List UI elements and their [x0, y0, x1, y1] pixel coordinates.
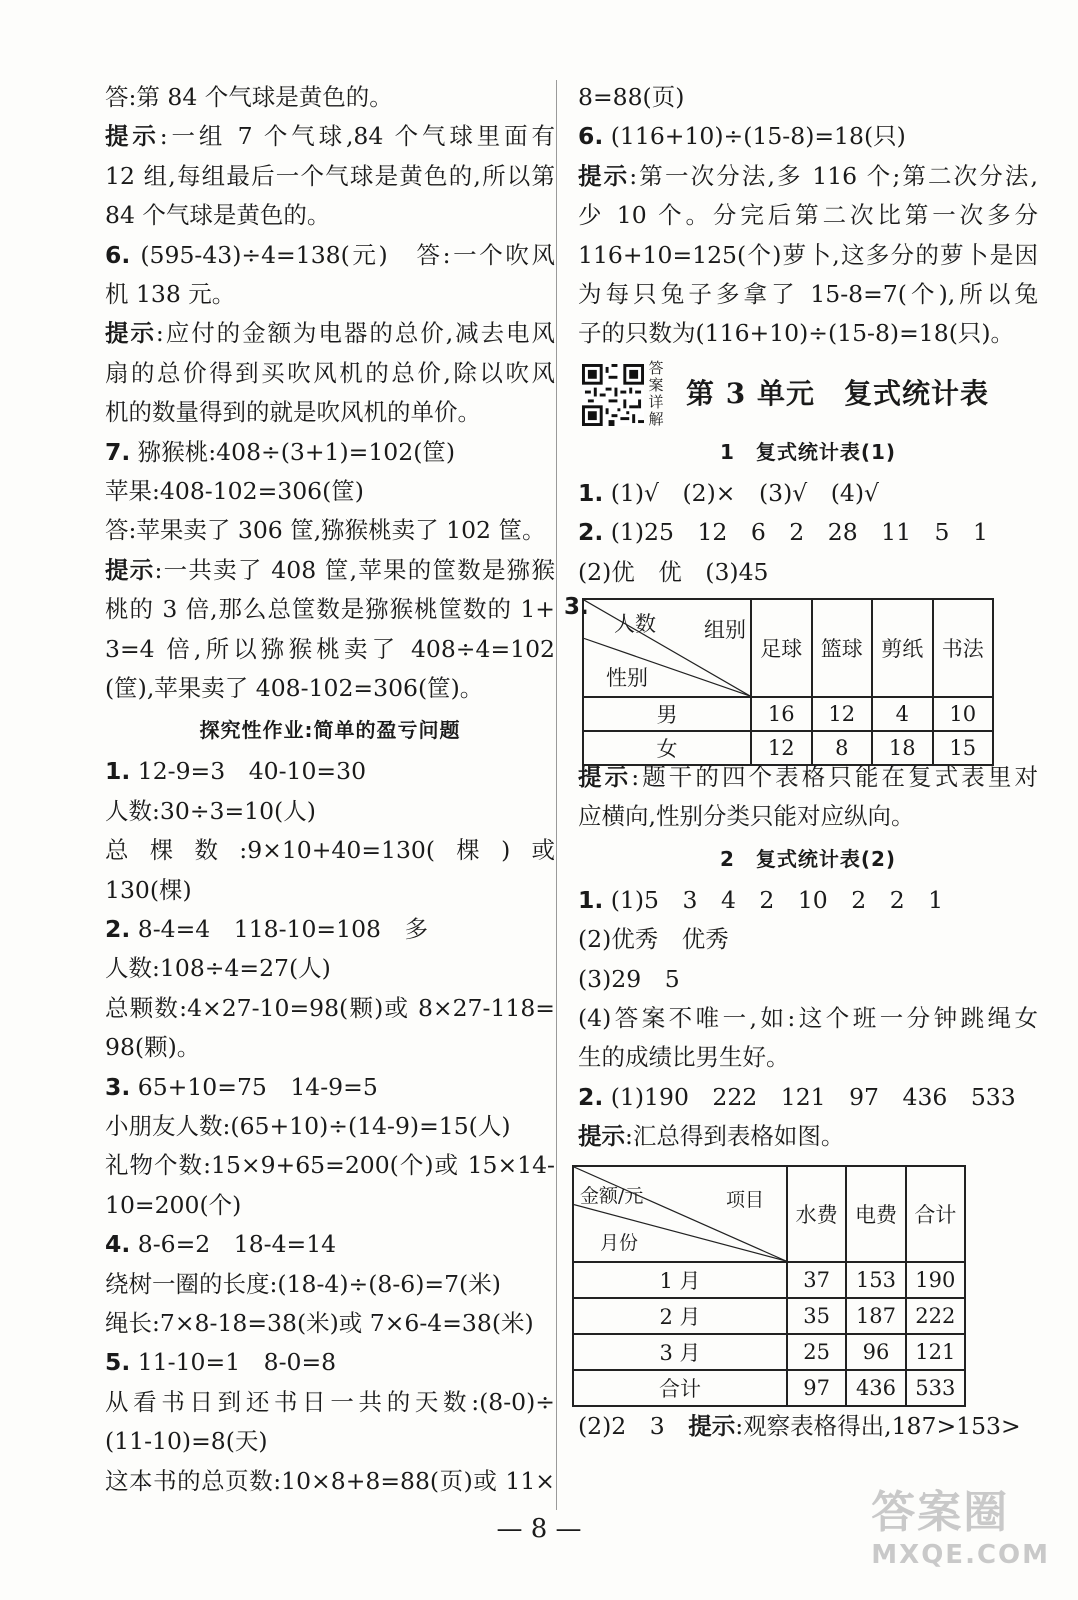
col-header: 电费 [846, 1166, 905, 1262]
text-line: (4)答案不唯一,如:这个班一分钟跳绳女 [578, 1004, 1038, 1033]
question-6: 6. (595-43)÷4=138(元) 答:一个吹风 [105, 240, 555, 269]
left-column [105, 78, 555, 1501]
watermark-logo [871, 1476, 1050, 1570]
question-7: 7. 猕猴桃:408÷(3+1)=102(筐) [105, 437, 456, 466]
qr-code-icon[interactable] [582, 364, 644, 426]
text-line: 绕树一圈的长度:(18-4)÷(8-6)=7(米) [105, 1269, 501, 1298]
answer-line: 答:第 84 个气球是黄色的。 [105, 83, 393, 111]
text-line: 116+10=125(个)萝卜,这多分的萝卜是因 [578, 240, 1038, 269]
text-line: (筐),苹果卖了 408-102=306(筐)。 [105, 673, 484, 702]
table-row: 男 16 12 4 10 [583, 697, 993, 731]
col-header: 足球 [751, 599, 812, 697]
section-title: 2 复式统计表(2) [719, 846, 897, 871]
col-header: 水费 [787, 1166, 846, 1262]
question-2: 2. 8-4=4 118-10=108 多 [105, 914, 428, 943]
text-line: 为每只兔子多拿了 15-8=7(个),所以兔 [578, 279, 1038, 308]
text-line: 生的成绩比男生好。 [578, 1043, 790, 1072]
hint-label: 提示 [105, 319, 156, 348]
answer-line: 答:苹果卖了 306 筐,猕猴桃卖了 102 筐。 [105, 516, 546, 545]
page-number: — 8 — [496, 1514, 582, 1544]
text-line: 礼物个数:15×9+65=200(个)或 15×14- [105, 1151, 555, 1180]
hint-label: 提示 [578, 161, 630, 190]
text-line: 少 10 个。分完后第二次比第一次多分 [578, 201, 1038, 230]
text-line: 机 138 元。 [105, 279, 236, 308]
text-line: 机的数量得到的就是吹风机的单价。 [105, 398, 481, 427]
hint-label: 提示 [105, 122, 160, 151]
text-line: 小朋友人数:(65+10)÷(14-9)=15(人) [105, 1112, 511, 1140]
text-line: 总棵数:9×10+40=130(棵)或 [105, 836, 555, 865]
question-2: 2. (1)190 222 121 97 436 533 [578, 1082, 1016, 1111]
text-line: 人数:30÷3=10(人) [105, 796, 316, 825]
text-line: 扇的总价得到买吹风机的总价,除以吹风 [105, 358, 555, 387]
question-1: 1. 12-9=3 40-10=30 [105, 757, 367, 786]
qr-label: 答案详解 [648, 358, 664, 428]
question-1: 1. (1)5 3 4 2 10 2 2 1 [578, 885, 944, 914]
column-divider [556, 80, 557, 1510]
question-6: 6. (116+10)÷(15-8)=18(只) [578, 122, 906, 151]
unit-title: 第 3 单元 复式统计表 [686, 376, 989, 410]
question-3: 3. 人数 组别 性别 足球 篮球 剪纸 书法 男 16 12 4 10 女 12 8 18 15 [578, 592, 1038, 758]
text-line: (3)29 5 [578, 964, 680, 993]
text-line: 桃的 3 倍,那么总筐数是猕猴桃筐数的 1+ [105, 595, 555, 624]
stats-table-2 [572, 1165, 966, 1407]
text-line: 苹果:408-102=306(筐) [105, 476, 364, 505]
hint-line: 提示:一共卖了 408 筐,苹果的筐数是猕猴 [105, 555, 555, 584]
text-line: 10=200(个) [105, 1190, 242, 1219]
section-title: 探究性作业:简单的盈亏问题 [199, 718, 461, 743]
text-line: 8=88(页) [578, 83, 685, 111]
hint-line: 提示:汇总得到表格如图。 [578, 1122, 845, 1151]
table-row: 3 月 25 96 121 [573, 1334, 965, 1370]
table-row: 合计 97 436 533 [573, 1370, 965, 1406]
diagonal-header: 金额/元 项目 月份 [573, 1166, 787, 1262]
table-row: 女 12 8 18 15 [583, 731, 993, 765]
table-row: 2 月 35 187 222 [573, 1298, 965, 1334]
unit-header [578, 360, 1038, 438]
text-line: 从看书日到还书日一共的天数:(8-0)÷ [105, 1387, 555, 1416]
watermark-url: MXQE.COM [871, 1540, 1050, 1570]
question-4: 4. 8-6=2 18-4=14 [105, 1230, 337, 1259]
right-column [564, 78, 1038, 1446]
stats-table-1 [582, 598, 994, 766]
hint-line: 提示:题干的四个表格只能在复式表里对 [578, 763, 1038, 791]
hint-line: 提示:一组 7 个气球,84 个气球里面有 [105, 122, 555, 151]
question-3: 3. 65+10=75 14-9=5 [105, 1072, 378, 1101]
hint-label: 提示 [578, 763, 632, 791]
text-line: 这本书的总页数:10×8+8=88(页)或 11× [105, 1466, 555, 1495]
text-line: 应横向,性别分类只能对应纵向。 [578, 802, 915, 831]
text-line: 人数:108÷4=27(人) [105, 954, 331, 983]
col-header: 合计 [906, 1166, 965, 1262]
col-header: 书法 [933, 599, 994, 697]
text-line: 98(颗)。 [105, 1033, 201, 1062]
text-line: 总颗数:4×27-10=98(颗)或 8×27-118= [105, 993, 555, 1022]
diagonal-header: 人数 组别 性别 [583, 599, 751, 697]
table-row: 1 月 37 153 190 [573, 1262, 965, 1298]
text-line: 12 组,每组最后一个气球是黄色的,所以第 [105, 161, 555, 190]
text-line: 130(棵) [105, 875, 192, 904]
text-line: (11-10)=8(天) [105, 1427, 268, 1456]
question-1: 1. (1)√ (2)× (3)√ (4)√ [578, 478, 880, 507]
hint-label: 提示 [578, 1122, 625, 1151]
text-line: (2)优秀 优秀 [578, 925, 729, 954]
question-5: 5. 11-10=1 8-0=8 [105, 1348, 337, 1377]
col-header: 剪纸 [872, 599, 933, 697]
text-line: 子的只数为(116+10)÷(15-8)=18(只)。 [578, 319, 1015, 348]
text-line: 3=4 倍,所以猕猴桃卖了 408÷4=102 [105, 634, 555, 663]
hint-label: 提示 [105, 555, 155, 584]
hint-line: 提示:应付的金额为电器的总价,减去电风 [105, 319, 555, 348]
text-line: (2)优 优 (3)45 [578, 557, 769, 586]
hint-label: 提示 [688, 1411, 736, 1440]
text-line: 84 个气球是黄色的。 [105, 201, 331, 230]
question-2: 2. (1)25 12 6 2 28 11 5 1 [578, 518, 988, 547]
watermark-text: 答案圈 [871, 1487, 1010, 1538]
col-header: 篮球 [812, 599, 873, 697]
hint-line: 提示:第一次分法,多 116 个;第二次分法, [578, 161, 1038, 190]
text-line: (2)2 3 提示:观察表格得出,187>153> [578, 1411, 1021, 1440]
section-title: 1 复式统计表(1) [719, 439, 897, 464]
text-line: 绳长:7×8-18=38(米)或 7×6-4=38(米) [105, 1309, 534, 1338]
stats-table-2-wrap [578, 1157, 1038, 1407]
